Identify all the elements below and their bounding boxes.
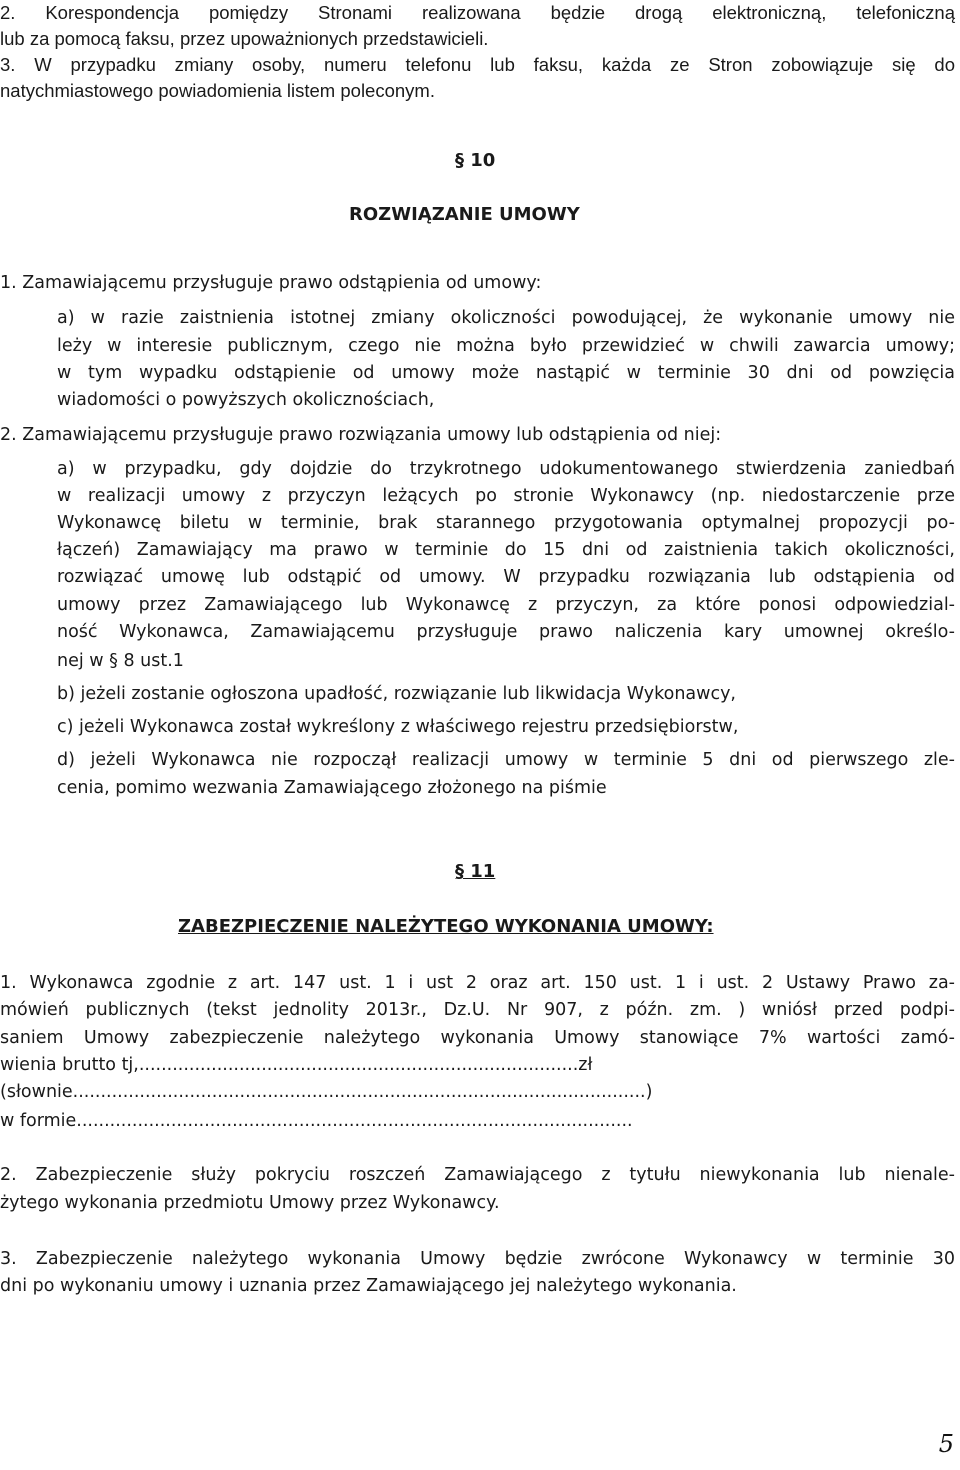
list-item: d) jeżeli Wykonawca nie rozpoczął realizacji umowy w terminie 5 dni od pierwszego zle- bbox=[57, 750, 955, 770]
text-line: ność Wykonawca, Zamawiającemu przysługuje prawo naliczenia kary umownej określo- bbox=[57, 622, 955, 642]
text-line: a) w razie zaistnienia istotnej zmiany okoliczności powodującej, że wykonanie umowy nie bbox=[57, 308, 955, 328]
text-line: 1. Wykonawca zgodnie z art. 147 ust. 1 i ust 2 oraz art. 150 ust. 1 i ust. 2 Ustawy Prawo za- bbox=[0, 973, 955, 993]
list-item: c) jeżeli Wykonawca został wykreślony z właściwego rejestru przedsiębiorstw, bbox=[57, 717, 739, 737]
text-line: mówień publicznych (tekst jednolity 2013r., Dz.U. Nr 907, z późn. zm. ) wniósł przed podpi- bbox=[0, 1000, 955, 1020]
text-line: 2. Korespondencja pomiędzy Stronami realizowana będzie drogą elektroniczną, telefoniczną bbox=[0, 2, 955, 23]
text-line: umowy przez Zamawiającego lub Wykonawcę z przyczyn, za które ponosi odpowiedzial- bbox=[57, 595, 955, 615]
text-line: lub za pomocą faksu, przez upoważnionych przedstawicieli. bbox=[0, 28, 489, 49]
section-title: ZABEZPIECZENIE NALEŻYTEGO WYKONANIA UMOWY: bbox=[178, 916, 714, 937]
text-line: leży w interesie publicznym, czego nie można było przewidzieć w chwili zawarcia umowy; bbox=[57, 336, 955, 356]
text-line: rozwiązać umowę lub odstąpić od umowy. W przypadku rozwiązania lub odstąpienia od bbox=[57, 567, 955, 587]
paragraph: 2. Zamawiającemu przysługuje prawo rozwiązania umowy lub odstąpienia od niej: bbox=[0, 425, 722, 445]
text-line: 3. W przypadku zmiany osoby, numeru telefonu lub faksu, każda ze Stron zobowiązuje się do bbox=[0, 54, 955, 75]
text-line: nej w § 8 ust.1 bbox=[57, 651, 184, 671]
text-line: Wykonawcę biletu w terminie, brak starannego przygotowania optymalnej propozycji po- bbox=[57, 513, 955, 533]
text-line: łączeń) Zamawiający ma prawo w terminie do 15 dni od zaistnienia takich okoliczności, bbox=[57, 540, 955, 560]
text-line: natychmiastowego powiadomienia listem poleconym. bbox=[0, 80, 435, 101]
text-line: wienia brutto tj,...............................................................................zł bbox=[0, 1055, 593, 1075]
text-line: (słownie.......................................................................................................) bbox=[0, 1082, 653, 1102]
section-title: ROZWIĄZANIE UMOWY bbox=[349, 204, 580, 225]
text-line: saniem Umowy zabezpieczenie należytego wykonania Umowy stanowiące 7% wartości zamó- bbox=[0, 1028, 955, 1048]
text-line: cenia, pomimo wezwania Zamawiającego złożonego na piśmie bbox=[57, 778, 607, 798]
section-number: § 11 bbox=[455, 861, 496, 882]
text-line: w tym wypadku odstąpienie od umowy może nastąpić w terminie 30 dni od powzięcia bbox=[57, 363, 955, 383]
section-number: § 10 bbox=[455, 150, 496, 171]
list-item: b) jeżeli zostanie ogłoszona upadłość, rozwiązanie lub likwidacja Wykonawcy, bbox=[57, 684, 736, 704]
text-line: w realizacji umowy z przyczyn leżących po stronie Wykonawcy (np. niedostarczenie prze bbox=[57, 486, 955, 506]
text-line: dni po wykonaniu umowy i uznania przez Zamawiającego jej należytego wykonania. bbox=[0, 1276, 737, 1296]
text-line: wiadomości o powyższych okolicznościach, bbox=[57, 390, 435, 410]
text-line: w formie.................................................................................................... bbox=[0, 1111, 633, 1131]
text-line: 3. Zabezpieczenie należytego wykonania Umowy będzie zwrócone Wykonawcy w terminie 30 bbox=[0, 1249, 955, 1269]
text-line: żytego wykonania przedmiotu Umowy przez Wykonawcy. bbox=[0, 1193, 500, 1213]
page-number: 5 bbox=[938, 1430, 954, 1458]
text-line: 2. Zabezpieczenie służy pokryciu roszczeń Zamawiającego z tytułu niewykonania lub nienale- bbox=[0, 1165, 955, 1185]
paragraph: 1. Zamawiającemu przysługuje prawo odstąpienia od umowy: bbox=[0, 273, 542, 293]
text-line: a) w przypadku, gdy dojdzie do trzykrotnego udokumentowanego stwierdzenia zaniedbań bbox=[57, 459, 955, 479]
